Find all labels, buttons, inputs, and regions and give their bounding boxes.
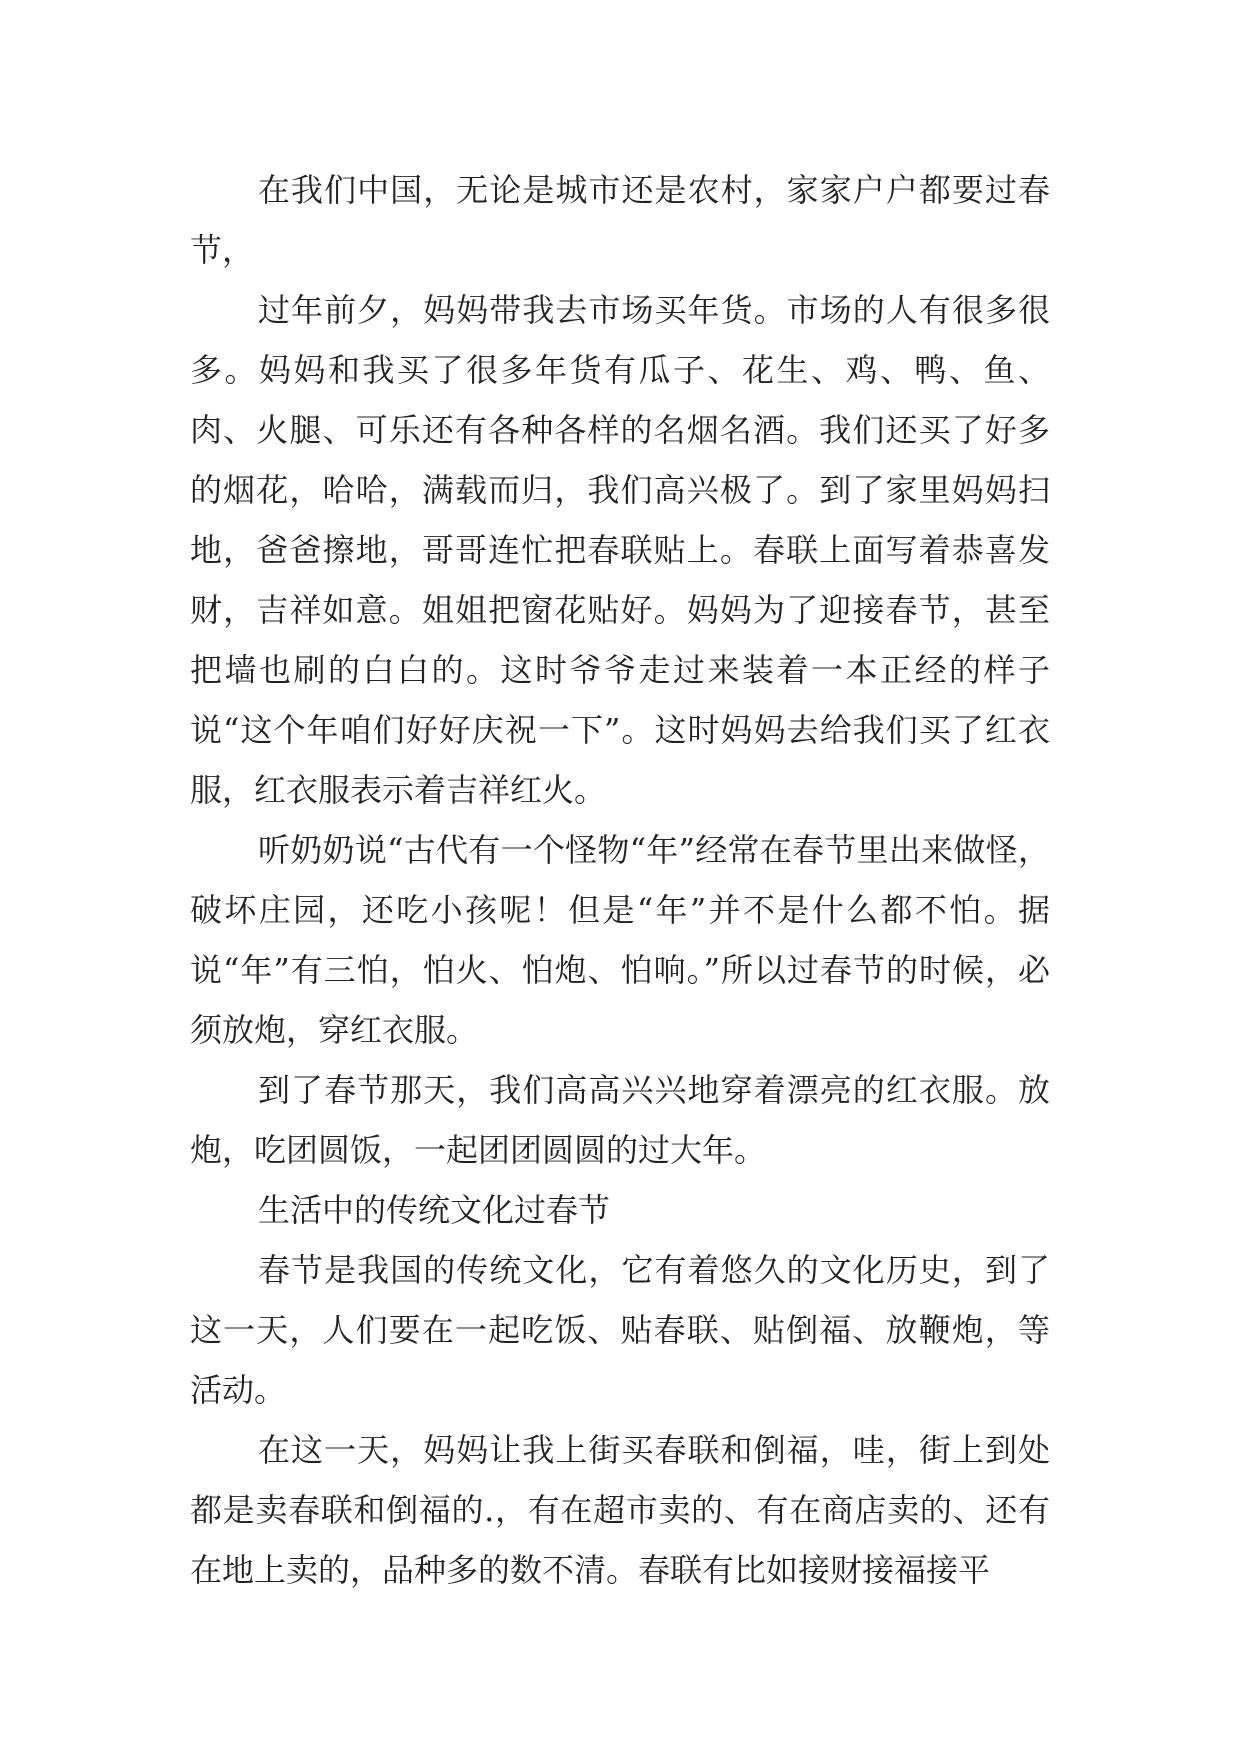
paragraph-1: 在我们中国，无论是城市还是农村，家家户户都要过春节， <box>190 171 1050 269</box>
paragraph-2: 过年前夕，妈妈带我去市场买年货。市场的人有很多很多。妈妈和我买了很多年货有瓜子、花生、鸡、鸭、鱼、肉、火腿、可乐还有各种各样的名烟名酒。我们还买了好多的烟花，哈哈，满载而归，我们高兴极了。到了家里妈妈扫地，爸爸擦地，哥哥连忙把春联贴上。春联上面写着恭喜发财，吉祥如意。姐姐把窗花贴好。妈妈为了迎接春节，甚至把墙也刷的白白的。这时爷爷走过来装着一本正经的样子说“这个年咱们好好庆祝一下”。这时妈妈去给我们买了红衣服，红衣服表示着吉祥红火。 <box>190 291 1050 809</box>
document-body <box>190 160 1050 1600</box>
paragraph-3: 听奶奶说“古代有一个怪物“年”经常在春节里出来做怪，破坏庄园，还吃小孩呢！但是“年”并不是什么都不怕。据说“年”有三怕，怕火、怕炮、怕响。”所以过春节的时候，必须放炮，穿红衣服。 <box>190 831 1050 1049</box>
paragraph-6: 在这一天，妈妈让我上街买春联和倒福，哇，街上到处都是卖春联和倒福的.，有在超市卖的、有在商店卖的、还有在地上卖的，品种多的数不清。春联有比如接财接福接平 <box>190 1431 1050 1589</box>
paragraph-4: 到了春节那天，我们高高兴兴地穿着漂亮的红衣服。放炮，吃团圆饭，一起团团圆圆的过大年。 <box>190 1071 1050 1169</box>
paragraph-5: 春节是我国的传统文化，它有着悠久的文化历史，到了这一天，人们要在一起吃饭、贴春联、贴倒福、放鞭炮，等活动。 <box>190 1251 1050 1409</box>
section-heading: 生活中的传统文化过春节 <box>258 1191 611 1229</box>
